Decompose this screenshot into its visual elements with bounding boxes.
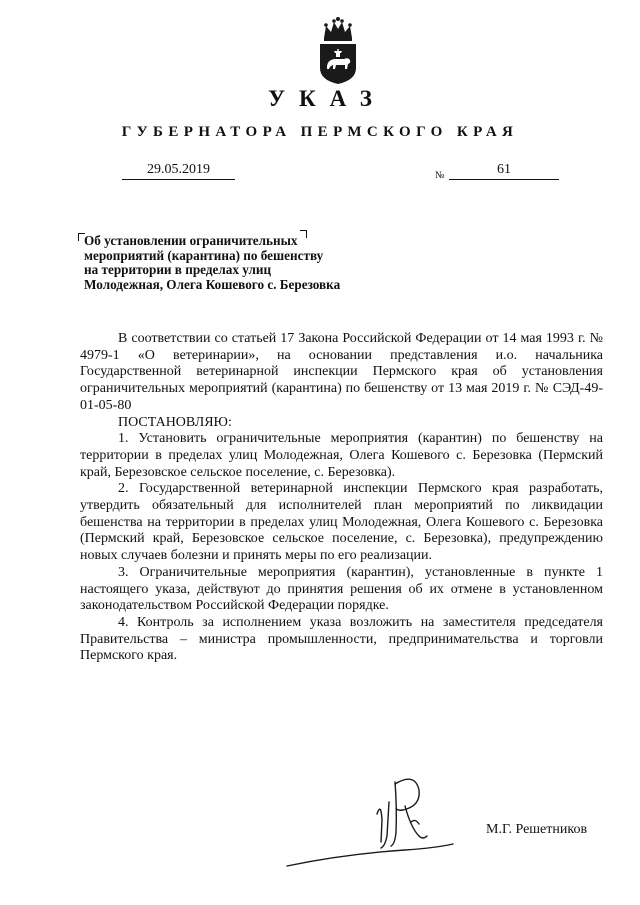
handwritten-signature	[285, 762, 465, 872]
document-title-line: на территории в пределах улиц	[84, 262, 272, 277]
signer-name: М.Г. Решетников	[486, 822, 588, 837]
clause-2: 2. Государственной ветеринарной инспекции Пермского края разработать, утвердить обязательный для исполнителей план мероприятий по ликвидации бешенства на территории в пределах улиц Молодежная, Олега Кошевого с. Березовка (Пермский край, Березовское сельское поселение, с. Березовка), предупреждению новых случаев болезни и принять меры по его реализации.	[80, 481, 603, 564]
document-date: 29.05.2019	[122, 162, 235, 180]
clause-4: 4. Контроль за исполнением указа возложить на заместителя председателя Правительства – министра промышленности, предпринимательства и торговли Пермского края.	[80, 614, 603, 664]
document-number-field	[435, 162, 559, 182]
document-title	[84, 234, 404, 292]
clause-3: 3. Ограничительные мероприятия (карантин), установленные в пункте 1 настоящего указа, действуют до принятия решения об их отмене в установленном законодательством Российской Федерации порядке.	[80, 564, 603, 614]
document-title-line: Об установлении ограничительных	[84, 233, 298, 248]
document-title-line: мероприятий (карантина) по бешенству	[84, 247, 324, 263]
coat-of-arms-icon	[314, 16, 362, 86]
number-sign-label: №	[435, 170, 445, 181]
clause-1: 1. Установить ограничительные мероприятия (карантин) по бешенству на территории в пределах улиц Молодежная, Олега Кошевого с. Березовка (Пермский край, Березовское сельское поселение, с. Березовка).	[80, 431, 603, 480]
document-type-title: УКАЗ	[268, 86, 386, 111]
preamble-paragraph: В соответствии со статьей 17 Закона Российской Федерации от 14 мая 1993 г. № 4979-1 «О ветеринарии», на основании представления и.о. начальника Государственной ветеринарной инспекции Пермского края об установления ограничительных мероприятий (карантина) по бешенству от 13 мая 2019 г. № СЭД-49-01-05-80	[80, 331, 603, 413]
resolve-heading: ПОСТАНОВЛЯЮ:	[118, 414, 232, 430]
document-body	[80, 331, 603, 665]
issuer-subtitle: ГУБЕРНАТОРА ПЕРМСКОГО КРАЯ	[121, 124, 519, 140]
document-title-line: Молодежная, Олега Кошевого с. Березовка	[84, 276, 341, 292]
document-number: 61	[449, 162, 559, 180]
